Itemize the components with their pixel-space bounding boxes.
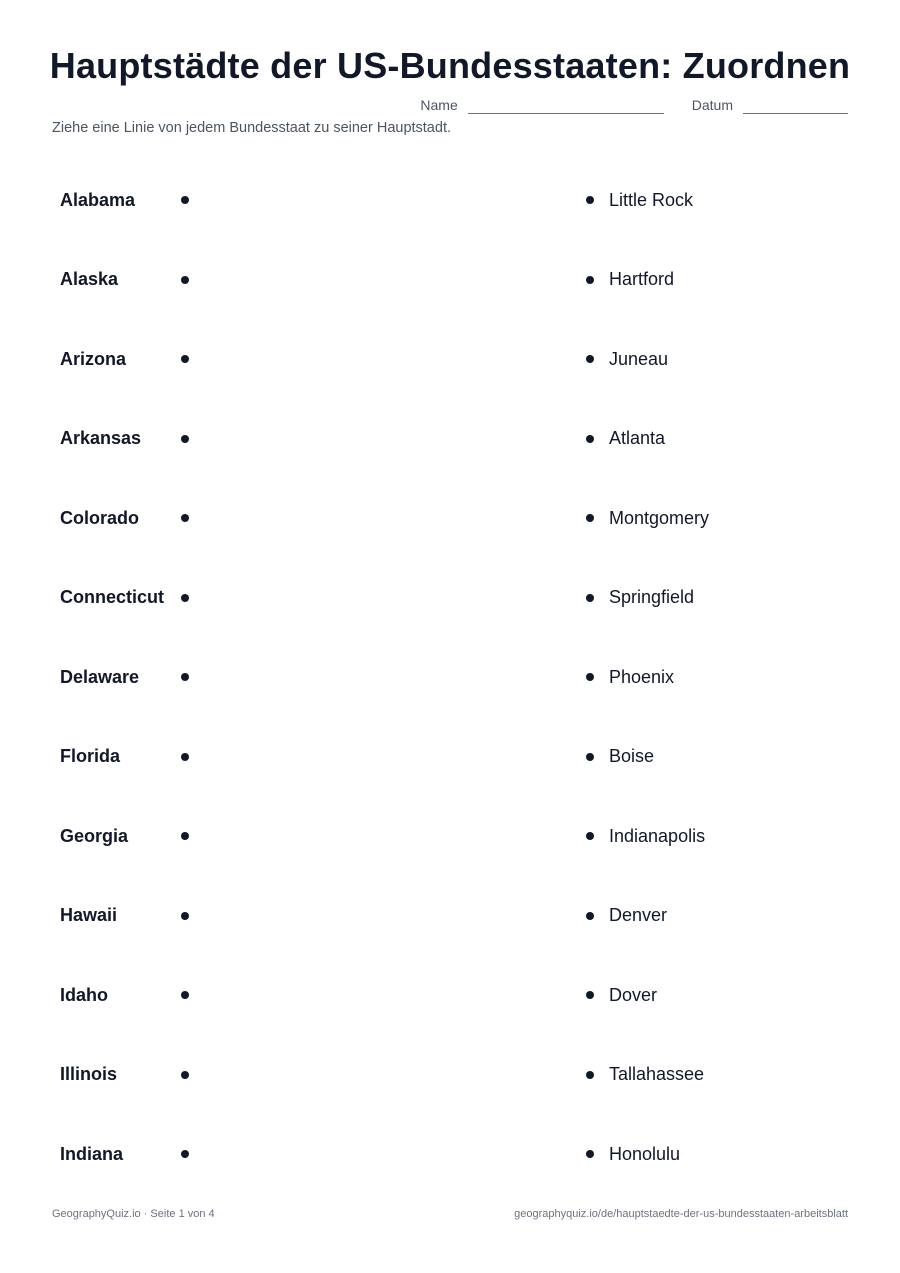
state-connector-dot[interactable] <box>181 196 189 204</box>
capital-connector-dot[interactable] <box>586 435 594 443</box>
state-label: Delaware <box>60 666 140 687</box>
capital-connector-dot[interactable] <box>586 1150 594 1158</box>
state-label: Arizona <box>60 348 127 369</box>
capital-item <box>586 821 846 851</box>
state-connector-dot[interactable] <box>181 276 189 284</box>
capital-label: Denver <box>609 905 668 925</box>
capital-item <box>586 1139 846 1169</box>
state-connector-dot[interactable] <box>181 1150 189 1158</box>
date-label: Datum <box>691 97 733 113</box>
capital-connector-dot[interactable] <box>586 594 594 602</box>
capital-connector-dot[interactable] <box>586 991 594 999</box>
capital-label: Honolulu <box>609 1143 681 1164</box>
capital-connector-dot[interactable] <box>586 753 594 761</box>
state-label: Florida <box>60 746 121 766</box>
state-connector-dot[interactable] <box>181 991 189 999</box>
capital-connector-dot[interactable] <box>586 912 594 920</box>
capital-item <box>586 583 846 613</box>
state-item <box>60 1060 200 1090</box>
footer-url: geographyquiz.io/de/hauptstaedte-der-us-bundesstaaten-arbeitsblatt <box>514 1208 848 1220</box>
capital-connector-dot[interactable] <box>586 1071 594 1079</box>
capital-label: Indianapolis <box>609 825 706 846</box>
capital-item <box>586 344 846 374</box>
state-connector-dot[interactable] <box>181 594 189 602</box>
capital-connector-dot[interactable] <box>586 196 594 204</box>
state-label: Arkansas <box>60 428 142 448</box>
state-label: Hawaii <box>60 905 118 925</box>
state-connector-dot[interactable] <box>181 435 189 443</box>
state-connector-dot[interactable] <box>181 753 189 761</box>
state-item <box>60 424 200 454</box>
capital-connector-dot[interactable] <box>586 514 594 522</box>
state-connector-dot[interactable] <box>181 514 189 522</box>
capital-label: Boise <box>609 746 655 766</box>
capital-connector-dot[interactable] <box>586 355 594 363</box>
state-item <box>60 583 200 613</box>
state-item <box>60 265 200 295</box>
capital-label: Phoenix <box>609 666 675 687</box>
capital-label: Little Rock <box>609 189 694 210</box>
date-field[interactable] <box>743 99 848 114</box>
capital-item <box>586 185 846 215</box>
state-item <box>60 344 200 374</box>
state-label: Colorado <box>60 507 139 528</box>
state-label: Georgia <box>60 825 129 846</box>
state-item <box>60 821 200 851</box>
footer-page-info: GeographyQuiz.io · Seite 1 von 4 <box>52 1208 215 1220</box>
capital-item <box>586 1060 846 1090</box>
capital-label: Juneau <box>609 348 669 369</box>
state-item <box>60 503 200 533</box>
capital-item <box>586 742 846 772</box>
name-field[interactable] <box>468 99 664 114</box>
page-title: Hauptstädte der US-Bundesstaaten: Zuordnen <box>49 45 851 86</box>
state-item <box>60 1139 200 1169</box>
capital-label: Springfield <box>609 587 695 607</box>
capital-item <box>586 424 846 454</box>
capital-label: Dover <box>609 984 658 1005</box>
state-item <box>60 662 200 692</box>
capital-item <box>586 503 846 533</box>
state-label: Connecticut <box>60 587 165 607</box>
state-label: Alaska <box>60 269 119 289</box>
state-connector-dot[interactable] <box>181 912 189 920</box>
state-label: Alabama <box>60 189 136 210</box>
capital-item <box>586 980 846 1010</box>
name-label: Name <box>420 97 458 113</box>
state-item <box>60 901 200 931</box>
capital-item <box>586 662 846 692</box>
state-label: Illinois <box>60 1064 118 1084</box>
state-connector-dot[interactable] <box>181 355 189 363</box>
capital-connector-dot[interactable] <box>586 276 594 284</box>
instruction-text: Ziehe eine Linie von jedem Bundesstaat zu seiner Hauptstadt. <box>52 120 451 136</box>
state-connector-dot[interactable] <box>181 1071 189 1079</box>
state-item <box>60 742 200 772</box>
capital-connector-dot[interactable] <box>586 832 594 840</box>
capital-label: Montgomery <box>609 507 710 528</box>
capital-item <box>586 901 846 931</box>
state-label: Idaho <box>60 984 108 1005</box>
name-date-row <box>420 96 848 114</box>
capital-connector-dot[interactable] <box>586 673 594 681</box>
state-connector-dot[interactable] <box>181 832 189 840</box>
state-item <box>60 980 200 1010</box>
capital-item <box>586 265 846 295</box>
state-item <box>60 185 200 215</box>
capital-label: Tallahassee <box>609 1064 705 1084</box>
capital-label: Hartford <box>609 269 675 289</box>
state-label: Indiana <box>60 1143 124 1164</box>
capital-label: Atlanta <box>609 428 666 448</box>
state-connector-dot[interactable] <box>181 673 189 681</box>
